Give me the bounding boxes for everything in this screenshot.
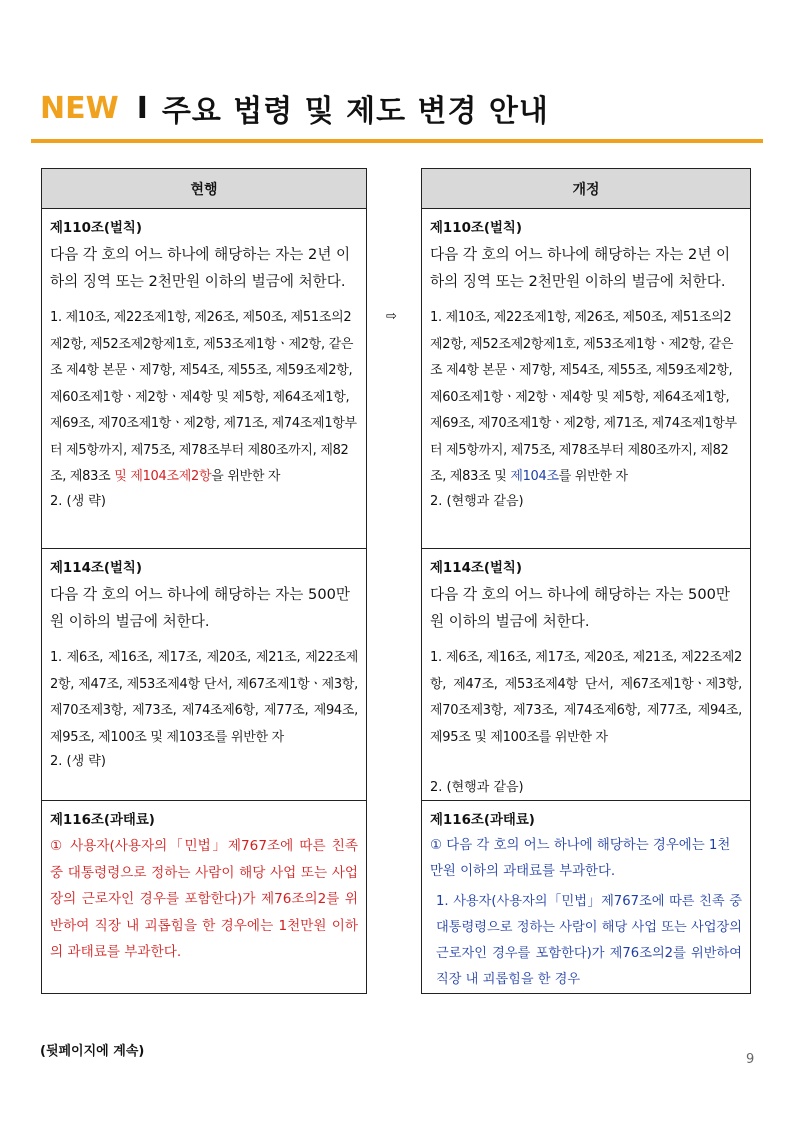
article-title: 제114조(벌칙) <box>50 561 142 576</box>
article-title: 제110조(벌칙) <box>430 221 522 236</box>
article-paragraph: 다음 각 호의 어느 하나에 해당하는 자는 2년 이하의 징역 또는 2천만원 이하의 벌금에 처한다. <box>50 246 351 290</box>
item-tail: 을 위반한 자 <box>211 469 281 484</box>
current-article-114 <box>42 549 366 801</box>
revised-article-116 <box>422 801 750 993</box>
article-title: 제116조(과태료) <box>50 813 155 828</box>
added-paragraph: ① 다음 각 호의 어느 하나에 해당하는 경우에는 1천만원 이하의 과태료를 부과한다. <box>430 838 731 879</box>
deleted-text: 및 제104조제2항 <box>110 469 212 484</box>
revised-column <box>421 168 751 994</box>
revised-column-heading: 개정 <box>422 169 750 209</box>
article-item-1 <box>50 305 358 491</box>
article-title: 제114조(벌칙) <box>430 561 522 576</box>
item-text: 1. 제10조, 제22조제1항, 제26조, 제50조, 제51조의2제2항, 제52조제2항제1호, 제53조제1항ㆍ제2항, 같은 조 제4항 본문ㆍ제7항, 제54조, 제55조, 제59조제2항, 제60조제1항ㆍ제2항ㆍ제4항 및 제5항, 제64조제1항, 제69조, 제70조제1항ㆍ제2항, 제71조, 제74조제1항부터 제5항까지, 제75조, 제78조부터 제80조까지, 제82조, 제83조 <box>50 310 357 484</box>
article-item-1: 1. 제6조, 제16조, 제17조, 제20조, 제21조, 제22조제2항, 제47조, 제53조제4항 단서, 제67조제1항ㆍ제3항, 제70조제3항, 제73조, 제74조제6항, 제77조, 제94조, 제95조 및 제100조를 위반한 자 <box>430 650 742 745</box>
article-paragraph: 다음 각 호의 어느 하나에 해당하는 자는 2년 이하의 징역 또는 2천만원 이하의 벌금에 처한다. <box>430 246 731 290</box>
revised-article-110 <box>422 209 750 549</box>
current-article-116 <box>42 801 366 993</box>
added-item-1: 1. 사용자(사용자의「민법」제767조에 따른 친족 중 대통령령으로 정하는 사람이 해당 사업 또는 사업장의 근로자인 경우를 포함한다)가 제76조의2를 위반하여 직장 내 괴롭힘을 한 경우 <box>436 894 742 987</box>
article-paragraph: 다음 각 호의 어느 하나에 해당하는 자는 500만원 이하의 벌금에 처한다. <box>430 586 730 630</box>
article-paragraph: 다음 각 호의 어느 하나에 해당하는 자는 500만원 이하의 벌금에 처한다. <box>50 586 350 630</box>
spacer <box>430 751 742 777</box>
article-item-2: 2. (생 략) <box>50 754 106 769</box>
article-title: 제116조(과태료) <box>430 813 535 828</box>
page-header <box>40 86 549 130</box>
continued-note: (뒷페이지에 계속) <box>40 1044 145 1059</box>
deleted-paragraph: ① 사용자(사용자의「민법」제767조에 따른 친족 중 대통령령으로 정하는 사람이 해당 사업 또는 사업장의 근로자인 경우를 포함한다)가 제76조의2를 위반하여 직장 내 괴롭힘을 한 경우에는 1천만원 이하의 과태료를 부과한다. <box>50 838 358 960</box>
page-title: 주요 법령 및 제도 변경 안내 <box>161 94 549 129</box>
change-arrow-icon: ⇨ <box>386 309 397 324</box>
added-text: 제104조 <box>510 469 559 484</box>
current-column-heading: 현행 <box>42 169 366 209</box>
article-item-2: 2. (현행과 같음) <box>430 780 524 795</box>
item-text: 1. 제10조, 제22조제1항, 제26조, 제50조, 제51조의2제2항, 제52조제2항제1호, 제53조제1항ㆍ제2항, 같은 조 제4항 본문ㆍ제7항, 제54조, 제55조, 제59조제2항, 제60조제1항ㆍ제2항ㆍ제4항 및 제5항, 제64조제1항, 제69조, 제70조제1항ㆍ제2항, 제71조, 제74조제1항부터 제5항까지, 제75조, 제78조부터 제80조까지, 제82조, 제83조 및 <box>430 310 737 484</box>
article-item-1: 1. 제6조, 제16조, 제17조, 제20조, 제21조, 제22조제2항, 제47조, 제53조제4항 단서, 제67조제1항ㆍ제3항, 제70조제3항, 제73조, 제74조제6항, 제77조, 제94조, 제95조, 제100조 및 제103조를 위반한 자 <box>50 650 358 745</box>
article-title: 제110조(벌칙) <box>50 221 142 236</box>
current-column <box>41 168 367 994</box>
current-article-110 <box>42 209 366 549</box>
article-item-2: 2. (생 략) <box>50 493 106 509</box>
revised-article-114 <box>422 549 750 801</box>
header-divider <box>31 139 763 143</box>
header-separator: I <box>136 90 148 126</box>
brand-label: NEW <box>40 90 119 126</box>
article-item-1 <box>430 305 742 491</box>
item-tail: 를 위반한 자 <box>558 469 628 484</box>
article-item-2: 2. (현행과 같음) <box>430 493 524 509</box>
page-number: 9 <box>746 1052 755 1067</box>
